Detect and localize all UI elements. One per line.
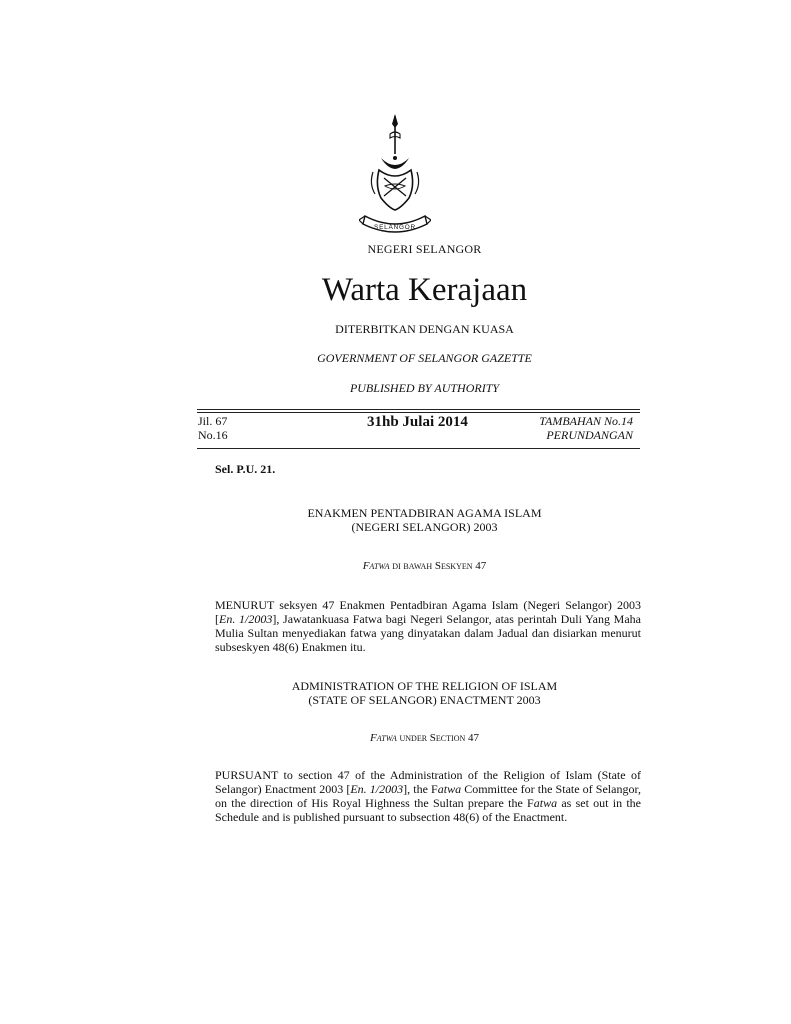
para-en-mid1: ], the F — [403, 782, 438, 796]
para-en-fatwa1: atwa — [437, 782, 462, 796]
section-subhead-ms — [0, 560, 791, 572]
issue-volume-number — [198, 414, 228, 442]
para-ms-citation: En. 1/2003 — [219, 612, 273, 626]
selangor-crest-icon — [359, 112, 431, 240]
para-en-citation: En. 1/2003 — [350, 782, 404, 796]
section-subhead-en — [0, 732, 791, 744]
supplement-number: TAMBAHAN No.14 — [539, 414, 633, 428]
enactment-heading-en-line1: ADMINISTRATION OF THE RELIGION OF ISLAM — [291, 679, 558, 693]
para-en-end: as set out in the Schedule and is published pursuant to subsection 48(6) of the Enactment. — [215, 796, 641, 824]
para-en-start: PURSUANT to section 47 of the Administration of the Religion of Islam (State of Selangor) Enactment 2003 [ — [215, 768, 641, 796]
notice-paragraph-en — [215, 768, 641, 824]
subhead-en-rest: under Section 47 — [399, 732, 480, 744]
crest-banner-text: SELANGOR — [374, 224, 416, 231]
issue-top-rule — [197, 409, 640, 410]
para-en-fatwa2: atwa — [533, 796, 558, 810]
issue-number: No.16 — [198, 428, 228, 442]
issue-volume: Jil. 67 — [198, 414, 228, 428]
para-ms-start: MENURUT seksyen 47 Enakmen Pentadbiran Agama Islam (Negeri Selangor) 2003 [ — [215, 598, 641, 626]
state-name: NEGERI SELANGOR — [367, 242, 482, 256]
enactment-heading-ms-line2: (NEGERI SELANGOR) 2003 — [351, 520, 498, 534]
gazette-name-en: GOVERNMENT OF SELANGOR GAZETTE — [317, 351, 532, 365]
issue-date: 31hb Julai 2014 — [367, 414, 468, 430]
issued-by-ms: DITERBITKAN DENGAN KUASA — [335, 322, 514, 336]
subhead-ms-fatwa: Fatwa — [362, 560, 390, 572]
para-ms-end: ], Jawatankuasa Fatwa bagi Negeri Selangor, atas perintah Duli Yang Maha Mulia Sultan menyediakan fatwa yang dinyatakan dalam Jadual dan disiarkan menurut subseskyen 48(6) Enakmen itu. — [215, 612, 641, 654]
subhead-ms-rest: di bawah Seskyen 47 — [392, 560, 487, 572]
issue-top-rule-thin — [197, 412, 640, 413]
enactment-heading-en — [0, 679, 791, 707]
notice-reference: Sel. P.U. 21. — [215, 462, 276, 476]
enactment-heading-ms-line1: ENAKMEN PENTADBIRAN AGAMA ISLAM — [307, 506, 542, 520]
para-en-mid2: Committee for the State of Selangor, on the direction of His Royal Highness the Sultan prepare the F — [215, 782, 641, 810]
notice-paragraph-ms — [215, 598, 641, 654]
issue-supplement — [539, 414, 633, 442]
subhead-en-fatwa: Fatwa — [369, 732, 397, 744]
enactment-heading-ms — [0, 506, 791, 534]
enactment-heading-en-line2: (STATE OF SELANGOR) ENACTMENT 2003 — [308, 693, 541, 707]
published-by-en: PUBLISHED BY AUTHORITY — [349, 381, 500, 395]
supplement-category: PERUNDANGAN — [546, 428, 633, 442]
gazette-title: Warta Kerajaan — [321, 272, 528, 308]
issue-bottom-rule — [197, 448, 640, 449]
